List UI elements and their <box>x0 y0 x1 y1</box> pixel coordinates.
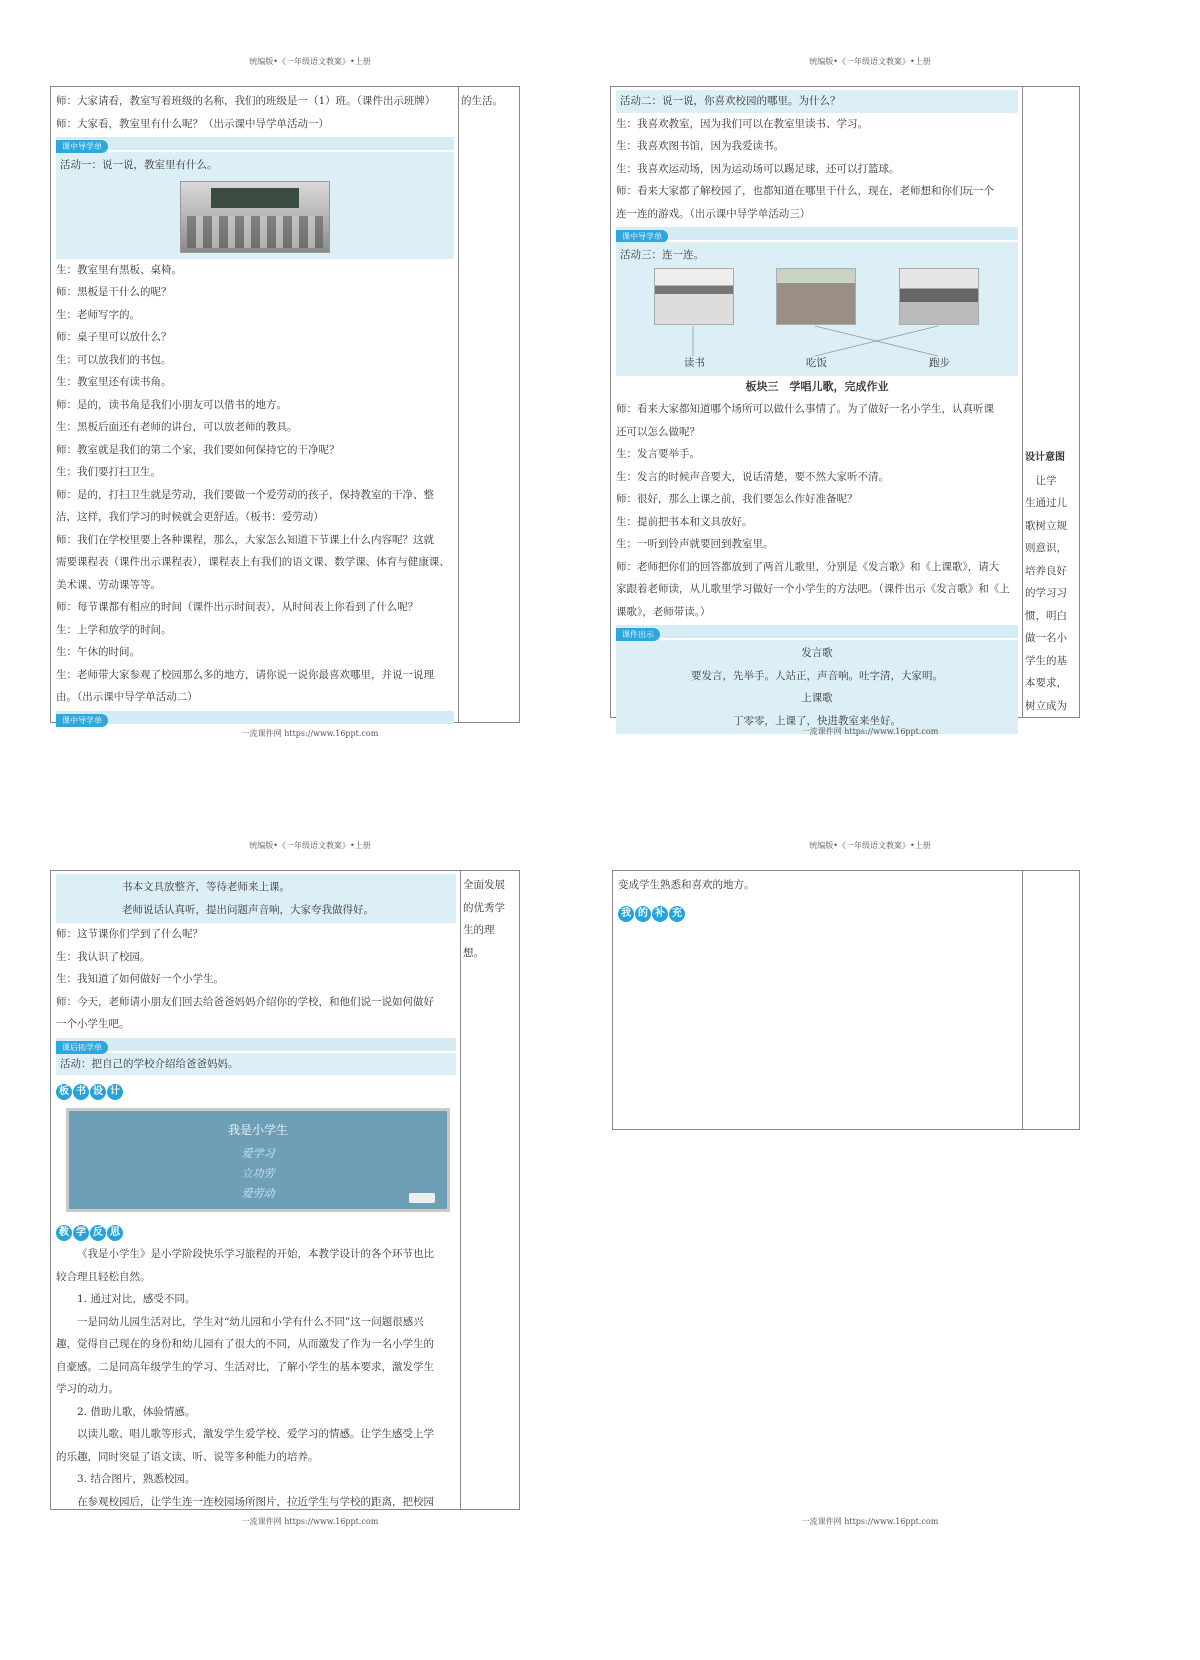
section-title: 板块三 学唱儿歌，完成作业 <box>745 380 889 393</box>
reflection-heading: 教 学 反 思 <box>56 1220 124 1241</box>
page-4 <box>610 840 1130 1540</box>
blackboard <box>66 1108 450 1212</box>
song-title: 上课歌 <box>801 692 833 704</box>
main-column <box>51 87 459 725</box>
text-line: 则意识， <box>1025 542 1067 554</box>
text-line: 师：看来大家都知道哪个场所可以做什么事情了。为了做好一名小学生，认真听课 <box>616 403 994 415</box>
section-bar: 课中导学单 <box>56 137 454 150</box>
supplement-heading: 我 的 补 充 <box>618 901 686 922</box>
canteen-thumbnail <box>899 268 979 325</box>
lesson-table <box>50 86 520 723</box>
lesson-table <box>50 870 520 1510</box>
activity-box <box>56 1053 456 1076</box>
page-2 <box>610 56 1130 746</box>
main-column <box>613 871 1023 1129</box>
text-line: 的乐趣，同时突显了语文读、听、说等多种能力的培养。 <box>56 1450 319 1463</box>
song-line: 丁零零，上课了，快进教室来坐好。 <box>733 714 901 727</box>
page-header: 统编版•《一年级语文教案》•上册 <box>249 57 371 66</box>
text-line: 生：午休的时间。 <box>56 646 140 658</box>
song-title: 发言歌 <box>801 647 833 659</box>
dialogue-lines <box>56 90 454 135</box>
activity-box <box>616 242 1018 376</box>
section-bar: 课中导学单 <box>56 711 454 724</box>
blackboard-item: 立功劳 <box>241 1167 275 1180</box>
classroom-photo <box>180 181 330 253</box>
text-line: 还可以怎么做呢？ <box>616 425 700 438</box>
text-line: 3. 结合图片，熟悉校园。 <box>77 1473 196 1485</box>
side-column <box>459 871 519 1509</box>
text-line: 师：这节课你们学到了什么呢？ <box>56 928 203 940</box>
text-line: 做一名小 <box>1025 632 1067 644</box>
section-bar: 课后拓学单 <box>56 1038 456 1051</box>
page-header: 统编版•《一年级语文教案》•上册 <box>809 841 931 850</box>
text-line: 生：我知道了如何做好一个小学生。 <box>56 973 224 985</box>
text-line: 师：我们在学校里要上各种课程，那么，大家怎么知道下节课上什么内容呢？这就 <box>56 533 434 546</box>
text-line: 的学习习 <box>1025 587 1067 599</box>
text-line: 生：我们要打扫卫生。 <box>56 466 161 478</box>
text-line: 师：大家请看，教室写着班级的名称，我们的班级是一（1）班。（课件出示班牌） <box>56 95 436 107</box>
text-line: 较合理且轻松自然。 <box>56 1270 151 1283</box>
page-footer: 一流课件网 https://www.16ppt.com <box>241 1517 379 1526</box>
blackboard-title: 我是小学生 <box>227 1123 288 1137</box>
text-line: 生：教室里有黑板、桌椅。 <box>56 263 182 276</box>
text-line: 连一连的游戏。（出示课中导学单活动三） <box>616 207 811 220</box>
text-line: 师：桌子里可以放什么？ <box>56 331 172 343</box>
blackboard-shape <box>211 188 299 208</box>
activity-title: 活动二：说一说，你喜欢校园的哪里。为什么？ <box>620 95 841 107</box>
text-line: 在参观校园后，让学生连一连校园场所图片，拉近学生与学校的距离，把校园 <box>77 1495 434 1508</box>
side-text <box>463 874 515 964</box>
main-column <box>611 87 1023 727</box>
songs-box <box>616 640 1018 734</box>
text-line: 自豪感。二是同高年级学生的学习、生活对比，了解小学生的基本要求，激发学生 <box>56 1360 434 1373</box>
side-column <box>1021 87 1079 717</box>
text-line: 生：可以放我们的书包。 <box>56 353 172 366</box>
dialogue-lines <box>56 259 454 709</box>
text-line: 由。（出示课中导学单活动二） <box>56 691 198 703</box>
text-line: 生：我喜欢图书馆，因为我爱读书。 <box>616 140 784 152</box>
text-line: 让学 <box>1025 474 1057 487</box>
activity-title: 活动：把自己的学校介绍给爸爸妈妈。 <box>60 1057 239 1070</box>
text-line: 生：发言的时候声音要大，说话清楚，要不然大家听不清。 <box>616 470 889 483</box>
text-line: 师：是的，读书角是我们小朋友可以借书的地方。 <box>56 398 287 411</box>
page-header: 统编版•《一年级语文教案》•上册 <box>249 841 371 850</box>
classroom-thumbnail <box>654 268 734 325</box>
text-line: 师：是的，打扫卫生就是劳动，我们要做一个爱劳动的孩子，保持教室的干净、整 <box>56 488 434 501</box>
lesson-table <box>612 870 1080 1130</box>
text-line: 生的理 <box>463 924 495 936</box>
board-design-heading: 板 书 设 计 <box>56 1079 124 1100</box>
text-line: 师：黑板是干什么的呢？ <box>56 286 172 298</box>
activity-box <box>616 90 1018 113</box>
reflection-lines <box>56 1243 456 1513</box>
song-line: 书本文具放整齐，等待老师来上课。 <box>122 881 290 893</box>
eraser-icon <box>409 1193 435 1203</box>
text-line: 师：看来大家都了解校园了，也都知道在哪里干什么，现在，老师想和你们玩一个 <box>616 185 994 197</box>
text-line: 生：提前把书本和文具放好。 <box>616 515 753 528</box>
text-line: 美术课、劳动课等等。 <box>56 578 161 591</box>
side-text: 的生活。 <box>461 95 503 107</box>
text-line: 洁，这样，我们学习的时候就会更舒适。（板书：爱劳动） <box>56 511 324 523</box>
text-line: 2. 借助儿歌，体验情感。 <box>77 1405 196 1418</box>
text-line: 一个小学生吧。 <box>56 1018 130 1030</box>
activity-title: 活动一：说一说，教室里有什么。 <box>60 159 218 171</box>
page-footer: 一流课件网 https://www.16ppt.com <box>241 729 379 738</box>
text-line: 趣，觉得自己现在的身份和幼儿园有了很大的不同，从而激发了作为一名小学生的 <box>56 1338 434 1350</box>
text-line: 师：很好，那么上课之前，我们要怎么作好准备呢？ <box>616 493 858 505</box>
text-line: 生：发言要举手。 <box>616 448 700 460</box>
song-line: 要发言，先举手。人站正，声音响。吐字清，大家明。 <box>691 669 943 682</box>
text-line: 变成学生熟悉和喜欢的地方。 <box>618 879 755 891</box>
text-line: 以读儿歌、唱儿歌等形式，激发学生爱学校、爱学习的情感。让学生感受上学 <box>77 1428 434 1440</box>
text-line: 1. 通过对比，感受不同。 <box>77 1293 196 1305</box>
text-line: 生：我喜欢运动场，因为运动场可以踢足球，还可以打篮球。 <box>616 162 900 175</box>
text-line: 一是同幼儿园生活对比，学生对“幼儿园和小学有什么不同”这一问题很感兴 <box>77 1315 424 1328</box>
activity-box <box>56 152 454 259</box>
text-line: 生：老师写字的。 <box>56 308 140 321</box>
side-text <box>1025 470 1075 718</box>
page-footer: 一流课件网 https://www.16ppt.com <box>801 727 939 736</box>
activity-title: 活动三：连一连。 <box>620 249 704 261</box>
text-line: 生：上学和放学的时间。 <box>56 623 172 636</box>
text-line: 全面发展 <box>463 879 505 891</box>
page-header: 统编版•《一年级语文教案》•上册 <box>809 57 931 66</box>
text-line: 的优秀学 <box>463 901 505 914</box>
section-bar: 课件出示 <box>616 625 1018 638</box>
text-line: 生：教室里还有读书角。 <box>56 376 172 388</box>
text-line: 生：我喜欢教室，因为我们可以在教室里读书、学习。 <box>616 117 868 130</box>
blackboard-item: 爱劳动 <box>241 1187 275 1200</box>
text-line: 惯，明白 <box>1025 609 1067 622</box>
lesson-table <box>610 86 1080 727</box>
song-line: 老师说话认真听，提出问题声音响，大家夸我做得好。 <box>122 903 374 916</box>
dialogue-lines <box>616 113 1018 226</box>
match-label: 跑步 <box>929 357 950 369</box>
song-continuation-box <box>56 874 456 923</box>
page-3 <box>50 840 570 1540</box>
text-line: 学习的动力。 <box>56 1383 119 1395</box>
text-line: 培养良好 <box>1025 564 1067 577</box>
page-1 <box>50 56 570 746</box>
text-line: 师：今天，老师请小朋友们回去给爸爸妈妈介绍你的学校，和他们说一说如何做好 <box>56 995 434 1008</box>
text-line: 《我是小学生》是小学阶段快乐学习旅程的开始，本教学设计的各个环节也比 <box>77 1248 434 1260</box>
main-column <box>51 871 461 1509</box>
text-line: 师：老师把你们的回答都放到了两首儿歌里，分别是《发言歌》和《上课歌》，请大 <box>616 560 1000 573</box>
blackboard-item: 爱学习 <box>241 1147 275 1160</box>
text-line: 师：每节课都有相应的时间（课件出示时间表），从时间表上你看到了什么呢？ <box>56 601 419 613</box>
text-line: 歌树立规 <box>1025 519 1067 532</box>
match-label: 吃饭 <box>806 357 827 369</box>
text-line: 生：老师带大家参观了校园那么多的地方，请你说一说你最喜欢哪里，并说一说理 <box>56 668 434 681</box>
text-line: 学生的基 <box>1025 654 1067 667</box>
playground-thumbnail <box>776 268 856 325</box>
desks-shape <box>187 216 323 248</box>
text-line: 课歌》，老师带读。） <box>616 605 711 618</box>
text-line: 生：黑板后面还有老师的讲台，可以放老师的教具。 <box>56 421 298 433</box>
text-line: 需要课程表（课件出示课程表），课程表上有我们的语文课、数学课、体育与健康课、 <box>56 556 450 568</box>
text-line: 家跟着老师读，从儿歌里学习做好一个小学生的方法吧。（课件出示《发言歌》和《上 <box>616 583 1010 595</box>
text-line: 师：教室就是我们的第二个家，我们要如何保持它的干净呢？ <box>56 443 340 456</box>
dialogue-lines <box>56 923 456 1036</box>
page-footer: 一流课件网 https://www.16ppt.com <box>801 1517 939 1526</box>
text-line: 树立成为 <box>1025 699 1067 712</box>
text-line: 想。 <box>463 946 484 959</box>
side-column <box>457 87 519 722</box>
section-bar: 课中导学单 <box>616 227 1018 240</box>
text-line: 师：大家看，教室里有什么呢？（出示课中导学单活动一） <box>56 117 329 130</box>
text-line: 本要求， <box>1025 677 1067 689</box>
text-line: 生：一听到铃声就要回到教室里。 <box>616 538 774 550</box>
dialogue-lines <box>616 398 1018 623</box>
text-line: 生通过儿 <box>1025 497 1067 509</box>
side-title: 设计意图 <box>1025 452 1065 463</box>
text-line: 生：我认识了校园。 <box>56 950 151 963</box>
match-label: 读书 <box>684 357 705 369</box>
